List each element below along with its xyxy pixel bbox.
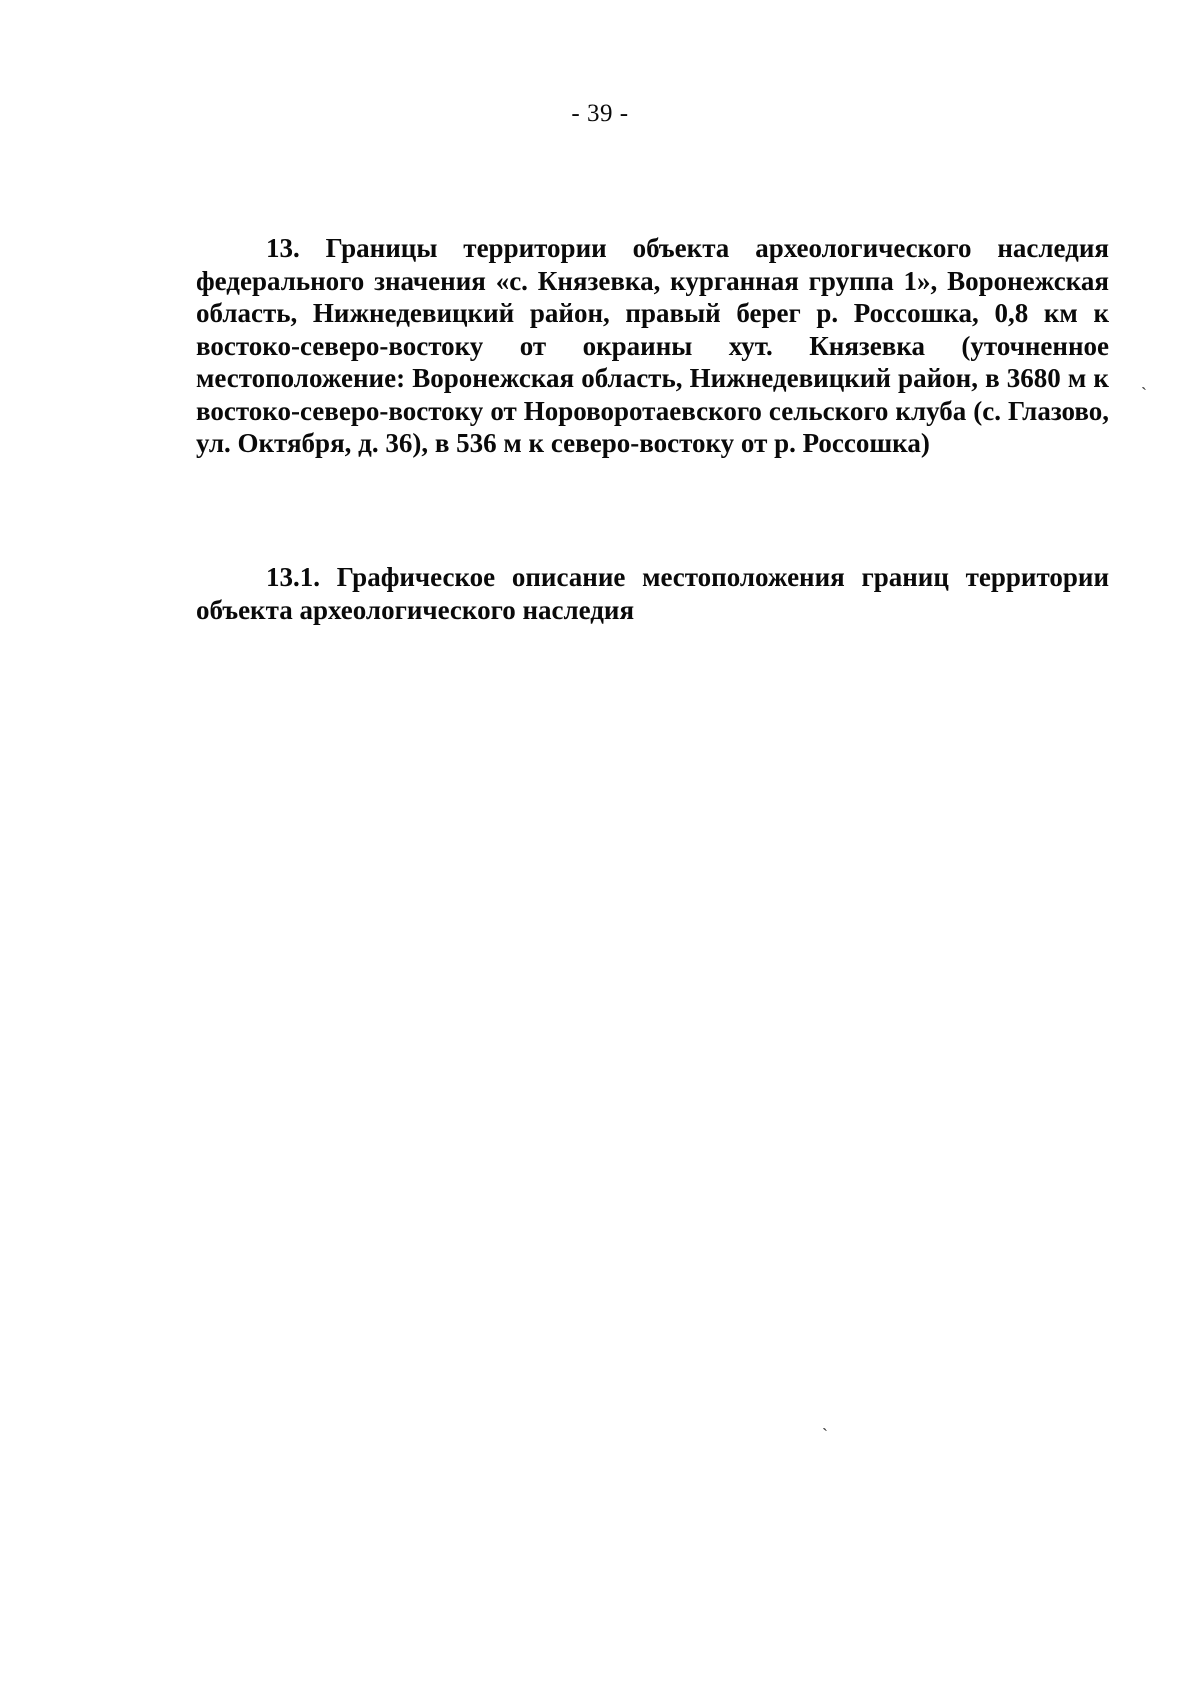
stray-mark: ˏ [822,1411,828,1431]
section-heading: 13. Границы территории объекта археологического наследия федерального значения «с. Князевка, курганная группа 1», Воронежская область, Нижнедевицкий район, правый берег р. Россошка, 0,8 км к востоко-северо-востоку от окраины хут. Князевка (уточненное местоположение: Воронежская область, Нижнедевицкий район, в 3680 м к востоко-северо-востоку от Нороворотаевского сельского клуба (с. Глазово, ул. Октября, д. 36), в 536 м к северо-востоку от р. Россошка) [196,233,1109,458]
stray-mark: ˎ [1141,370,1147,390]
subsection-heading: 13.1. Графическое описание местоположения границ территории объекта археологического наследия [196,562,1109,625]
page-number: - 39 - [571,100,629,127]
